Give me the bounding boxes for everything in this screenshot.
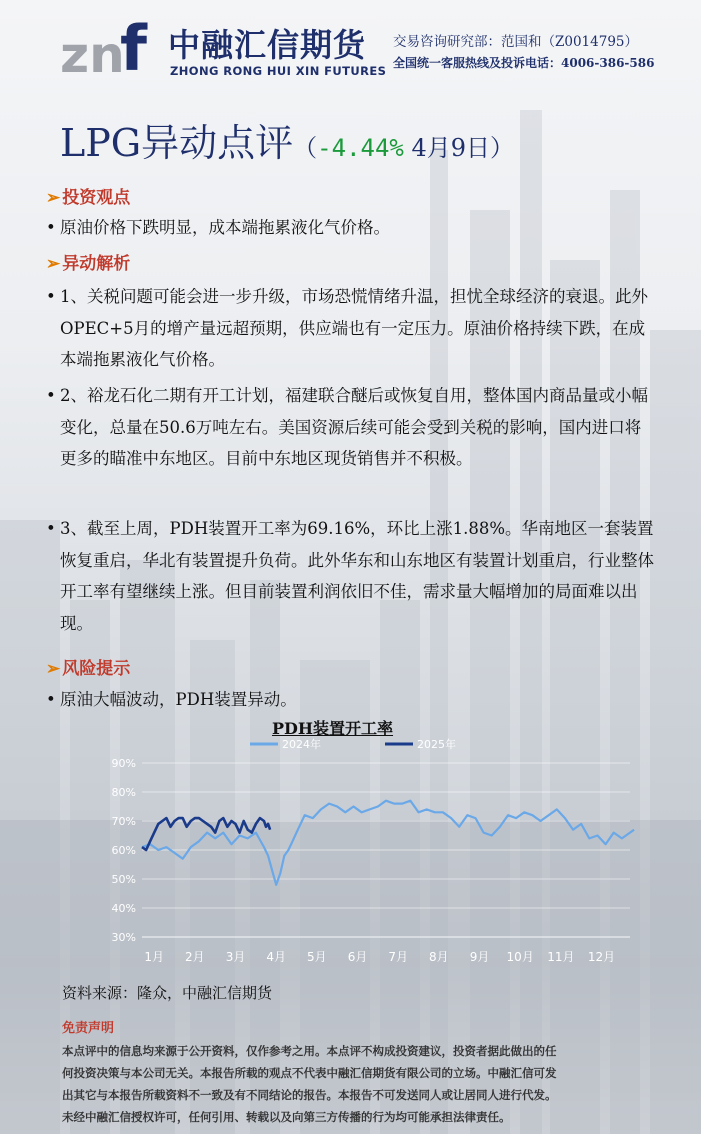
view-text: 原油价格下跌明显，成本端拖累液化气价格。	[60, 218, 390, 237]
bullet-dot: •	[46, 386, 56, 405]
x-tick-label: 5月	[307, 950, 327, 964]
disclaimer-line: 何投资决策与本公司无关。本报告所载的观点不代表中融汇信期货有限公司的立场。中融汇信可发	[62, 1066, 557, 1080]
bullet-dot: •	[46, 519, 56, 538]
analysis-bullet-2	[46, 380, 656, 508]
section-heading-risk: ➢ 风险提示	[46, 659, 131, 679]
x-tick-label: 11月	[547, 950, 575, 964]
risk-bullet	[46, 684, 656, 716]
x-tick-label: 6月	[347, 950, 368, 964]
section-heading-analysis: ➢ 异动解析	[46, 254, 131, 274]
price-change: -4.44%	[317, 134, 404, 162]
title-paren-open: （	[293, 134, 318, 162]
arrow-icon: ➢	[46, 254, 61, 274]
svg-text:f: f	[120, 14, 147, 76]
view-bullet	[46, 212, 656, 244]
company-name-en: ZHONG RONG HUI XIN FUTURES	[170, 64, 387, 78]
arrow-icon: ➢	[46, 659, 61, 679]
company-name-cn: 中融汇信期货	[168, 26, 367, 64]
x-tick-label: 9月	[469, 950, 490, 964]
y-tick-label: 70%	[111, 815, 136, 828]
disclaimer-body	[62, 1040, 642, 1128]
x-tick-label: 2月	[185, 950, 205, 964]
legend-label: 2025年	[417, 738, 456, 751]
x-tick-label: 1月	[144, 950, 165, 964]
page-title	[60, 112, 514, 167]
y-tick-label: 40%	[111, 902, 136, 915]
analysis-text-1: 1、关税问题可能会进一步升级，市场恐慌情绪升温，担忧全球经济的衰退。此外OPEC+5月的增产量远超预期，供应端也有一定压力。原油价格持续下跌，在成本端拖累液化气价格。	[60, 287, 648, 369]
x-tick-label: 4月	[266, 950, 287, 964]
x-tick-label: 12月	[587, 950, 616, 964]
y-tick-label: 50%	[111, 873, 136, 886]
chart-title: PDH装置开工率	[272, 719, 394, 738]
pdh-utilization-chart	[100, 735, 660, 965]
x-tick-label: 7月	[388, 950, 409, 964]
analysis-text-2: 2、裕龙石化二期有开工计划，福建联合醚后或恢复自用，整体国内商品量或小幅变化，总量在50.6万吨左右。美国资源后续可能会受到关税的影响，国内进口将更多的瞄准中东地区。目前中东地区现货销售并不积极。	[60, 386, 648, 468]
legend-label: 2024年	[282, 738, 321, 751]
y-tick-label: 80%	[111, 786, 136, 799]
disclaimer-line: 未经中融汇信授权许可，任何引用、转载以及向第三方传播的行为均可能承担法律责任。	[62, 1110, 511, 1124]
bullet-dot: •	[46, 218, 56, 237]
x-tick-label: 8月	[429, 950, 449, 964]
y-tick-label: 60%	[111, 844, 136, 857]
section-heading-view: ➢ 投资观点	[46, 188, 131, 208]
title-main: LPG异动点评	[60, 121, 294, 165]
disclaimer-line: 出其它与本报告所载资料不一致及有不同结论的报告。本报告不可发送同人或让居同人进行代发。	[62, 1088, 557, 1102]
risk-text: 原油大幅波动，PDH装置异动。	[60, 690, 297, 709]
bullet-dot: •	[46, 287, 56, 306]
analyst-info: 交易咨询研究部：范国和（Z0014795）	[393, 34, 639, 50]
company-logo	[60, 14, 160, 76]
analysis-bullet-1	[46, 281, 656, 377]
title-paren-close: ）	[490, 134, 515, 162]
bullet-dot: •	[46, 690, 56, 709]
x-tick-label: 3月	[225, 950, 246, 964]
title-date: 4月9日	[403, 134, 491, 162]
hotline-info: 全国统一客服热线及投诉电话：4006-386-586	[393, 56, 655, 70]
analysis-text-3: 3、截至上周，PDH装置开工率为69.16%，环比上涨1.88%。华南地区一套装置恢复重启，华北有装置提升负荷。此外华东和山东地区有装置计划重启，行业整体开工率有望继续上涨。但目前装置利润依旧不佳，需求量大幅增加的局面难以出现。	[60, 519, 654, 633]
disclaimer-line: 本点评中的信息均来源于公开资料，仅作参考之用。本点评不构成投资建议，投资者据此做出的任	[62, 1044, 557, 1058]
arrow-icon: ➢	[46, 188, 61, 208]
disclaimer-title: 免责声明	[62, 1021, 115, 1036]
svg-text:zn: zn	[60, 26, 125, 76]
y-tick-label: 90%	[111, 757, 136, 770]
series-line-2024	[142, 801, 634, 885]
analysis-bullet-3	[46, 513, 656, 641]
x-tick-label: 10月	[506, 950, 534, 964]
y-tick-label: 30%	[111, 931, 136, 944]
data-source: 资料来源：隆众，中融汇信期货	[62, 984, 273, 1002]
